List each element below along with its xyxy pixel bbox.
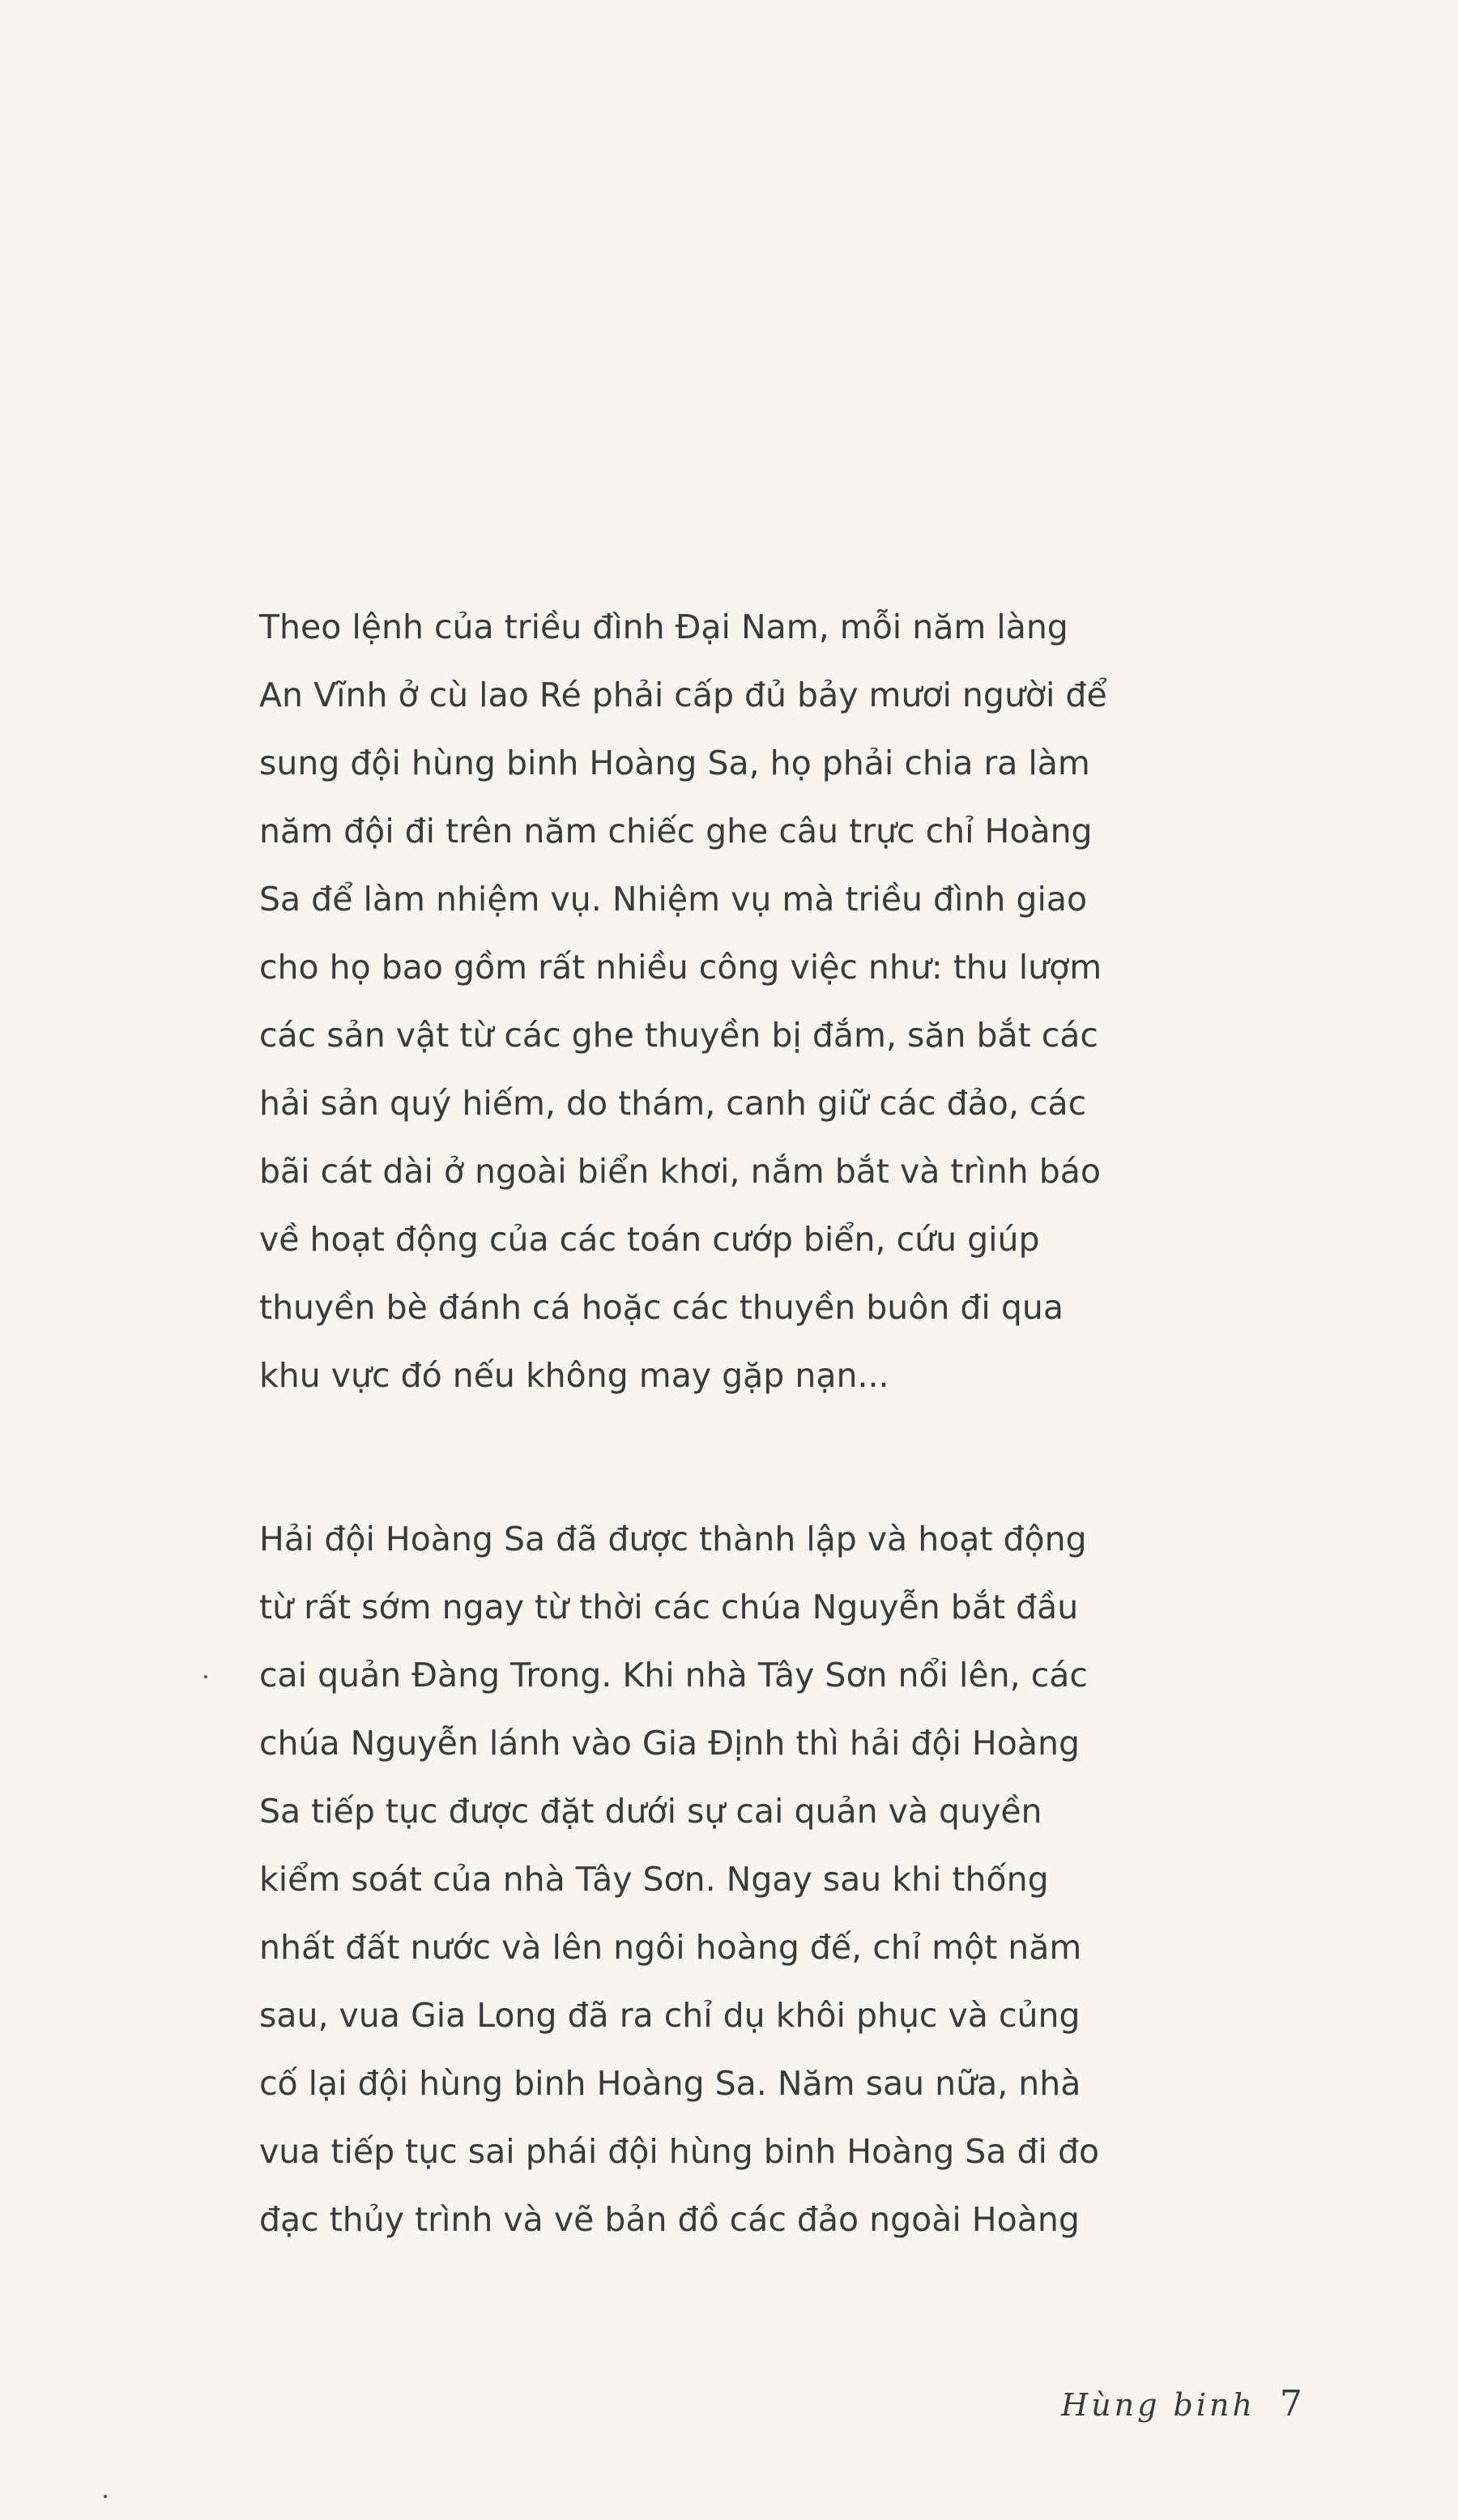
text-line: vua tiếp tục sai phái đội hùng binh Hoàng Sa đi đo: [259, 2132, 1100, 2171]
text-line: cố lại đội hùng binh Hoàng Sa. Năm sau nữa, nhà: [259, 2064, 1081, 2103]
text-line: hải sản quý hiếm, do thám, canh giữ các đảo, các: [259, 1084, 1087, 1123]
text-line: cho họ bao gồm rất nhiều công việc như: thu lượm: [259, 948, 1102, 987]
text-line: Theo lệnh của triều đình Đại Nam, mỗi năm làng: [259, 608, 1068, 646]
text-line: sung đội hùng binh Hoàng Sa, họ phải chia ra làm: [259, 744, 1090, 782]
text-line: kiểm soát của nhà Tây Sơn. Ngay sau khi thống: [259, 1860, 1049, 1899]
page-footer: [1061, 2383, 1302, 2424]
running-title: Hùng binh: [1061, 2387, 1256, 2423]
text-line: bãi cát dài ở ngoài biển khơi, nắm bắt và trình báo: [259, 1152, 1101, 1191]
text-line: nhất đất nước và lên ngôi hoàng đế, chỉ một năm: [259, 1928, 1082, 1967]
text-line: thuyền bè đánh cá hoặc các thuyền buôn đi qua: [259, 1288, 1064, 1327]
text-line: năm đội đi trên năm chiếc ghe câu trực chỉ Hoàng: [259, 812, 1093, 851]
text-line: Sa để làm nhiệm vụ. Nhiệm vụ mà triều đình giao: [259, 880, 1088, 919]
text-line: về hoạt động của các toán cướp biển, cứu giúp: [259, 1220, 1040, 1259]
dust-speck: [204, 1675, 207, 1678]
paragraph-2: [259, 1505, 1345, 2254]
text-line: cai quản Đàng Trong. Khi nhà Tây Sơn nổi lên, các: [259, 1656, 1088, 1695]
page-number: 7: [1279, 2383, 1302, 2424]
paragraph-1: [259, 593, 1345, 1409]
text-line: An Vĩnh ở cù lao Ré phải cấp đủ bảy mươi người để: [259, 676, 1107, 714]
text-line: các sản vật từ các ghe thuyền bị đắm, săn bắt các: [259, 1016, 1098, 1055]
text-line: Hải đội Hoàng Sa đã được thành lập và hoạt động: [259, 1520, 1087, 1558]
text-line: đạc thủy trình và vẽ bản đồ các đảo ngoài Hoàng: [259, 2200, 1080, 2239]
text-line: từ rất sớm ngay từ thời các chúa Nguyễn bắt đầu: [259, 1588, 1079, 1627]
dust-speck: [104, 2495, 107, 2498]
text-line: sau, vua Gia Long đã ra chỉ dụ khôi phục và củng: [259, 1996, 1081, 2035]
text-line: Sa tiếp tục được đặt dưới sự cai quản và quyền: [259, 1792, 1042, 1831]
text-line: chúa Nguyễn lánh vào Gia Định thì hải đội Hoàng: [259, 1724, 1080, 1763]
text-line: khu vực đó nếu không may gặp nạn...: [259, 1356, 889, 1395]
